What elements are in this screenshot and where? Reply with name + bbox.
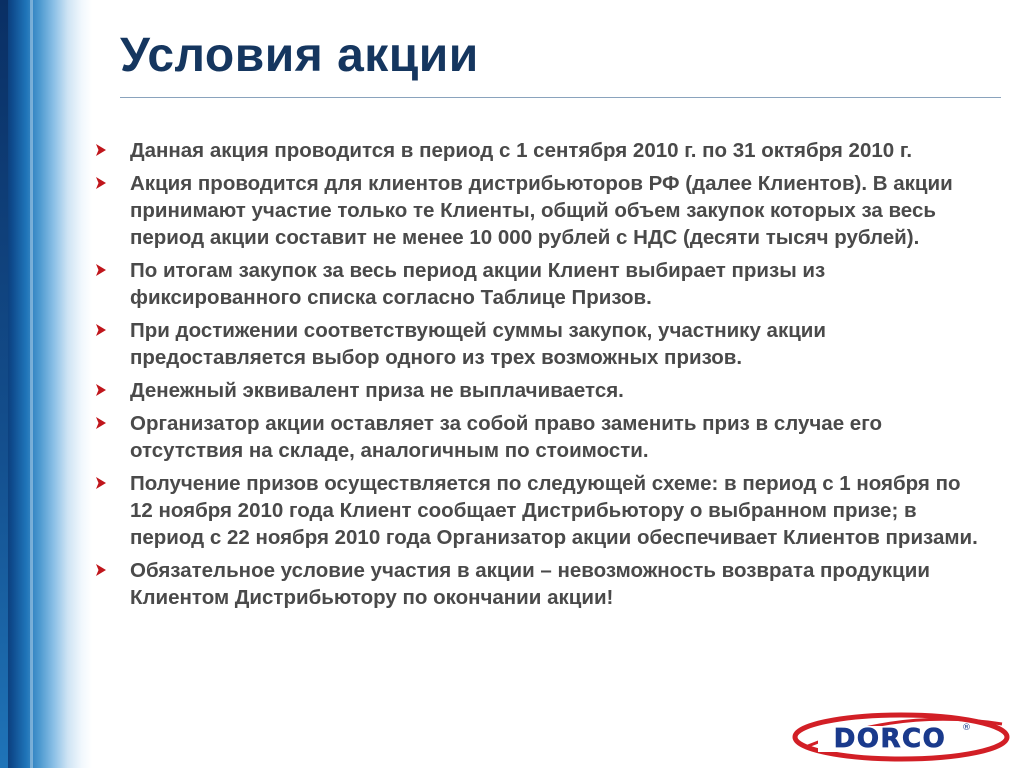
- bullet-item: [96, 410, 986, 464]
- bullet-list: [96, 137, 986, 617]
- svg-text:®: ®: [962, 723, 971, 733]
- bullet-text: Акция проводится для клиентов дистрибьюторов РФ (далее Клиентов). В акции принимают участие только те Клиенты, общий объем закупок которых за весь период акции составит не менее 10 000 рублей с НДС (десяти тысяч рублей).: [130, 172, 953, 249]
- decorative-side-bar: [0, 0, 92, 768]
- arrow-bullet-icon: [96, 264, 106, 276]
- bullet-text: Получение призов осуществляется по следующей схеме: в период с 1 ноября по 12 ноября 2010 года Клиент сообщает Дистрибьютору о выбранном призе; в период с 22 ноября 2010 года Организатор акции обеспечивает Клиентов призами.: [130, 472, 978, 549]
- bullet-item: [96, 557, 986, 611]
- bullet-item: [96, 137, 986, 164]
- slide-title: Условия акции: [120, 29, 479, 82]
- bullet-text: Денежный эквивалент приза не выплачивается.: [130, 379, 624, 402]
- bullet-text: Обязательное условие участия в акции – невозможность возврата продукции Клиентом Дистрибьютору по окончании акции!: [130, 559, 930, 609]
- bullet-item: [96, 377, 986, 404]
- bullet-item: [96, 170, 986, 251]
- arrow-bullet-icon: [96, 417, 106, 429]
- bullet-text: Данная акция проводится в период с 1 сентября 2010 г. по 31 октября 2010 г.: [130, 139, 913, 162]
- arrow-bullet-icon: [96, 384, 106, 396]
- bullet-text: При достижении соответствующей суммы закупок, участнику акции предоставляется выбор одного из трех возможных призов.: [130, 319, 827, 369]
- bullet-item: [96, 317, 986, 371]
- bullet-text: Организатор акции оставляет за собой право заменить приз в случае его отсутствия на складе, аналогичным по стоимости.: [130, 412, 882, 462]
- arrow-bullet-icon: [96, 564, 106, 576]
- arrow-bullet-icon: [96, 477, 106, 489]
- arrow-bullet-icon: [96, 177, 106, 189]
- logo-wordmark: DORCO: [833, 724, 947, 754]
- bullet-item: [96, 257, 986, 311]
- arrow-bullet-icon: [96, 324, 106, 336]
- arrow-bullet-icon: [96, 144, 106, 156]
- title-divider: [120, 97, 1001, 98]
- bullet-item: [96, 470, 986, 551]
- bullet-text: По итогам закупок за весь период акции Клиент выбирает призы из фиксированного списка согласно Таблице Призов.: [130, 259, 826, 309]
- dorco-logo: [790, 706, 1012, 764]
